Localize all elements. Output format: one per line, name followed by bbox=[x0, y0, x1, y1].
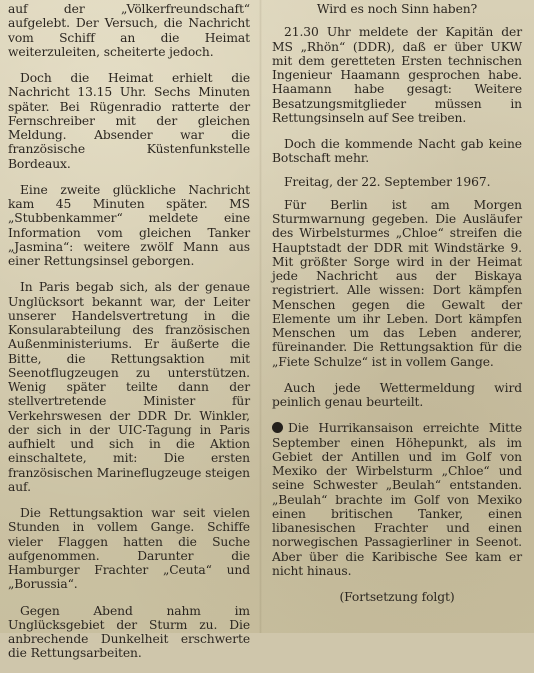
column-gutter bbox=[259, 0, 262, 633]
article-paragraph: Für Berlin ist am Morgen Sturmwarnung gegeben. Die Ausläufer des Wirbelsturmes „Chloe“ streifen die Hauptstadt der DDR mit Windstärke 9. Mit größter Sorge wird in der Heimat jede Nachricht aus der Biskaya registriert. Alle wissen: Dort kämpfen Menschen gegen die Gewalt der Elemente um ihr Leben. Dort kämpfen Menschen um das Leben anderer, füreinander. Die Rettungsaktion für die „Fiete Schulze“ ist in vollem Gange. bbox=[272, 197, 522, 369]
article-paragraph: Doch die kommende Nacht gab keine Botschaft mehr. bbox=[272, 137, 522, 166]
article-paragraph: auf der „Völkerfreundschaft“ aufgelebt. Der Versuch, die Nachricht vom Schiff an die Heimat weiterzuleiten, scheiterte jedoch. bbox=[8, 2, 250, 59]
article-paragraph: Auch jede Wettermeldung wird peinlich genau beurteilt. bbox=[272, 380, 522, 409]
article-paragraph-text: Die Hurrikansaison erreichte Mitte September einen Höhepunkt, als im Gebiet der Antillen und im Golf von Mexiko der Wirbelsturm „Chloe“ und seine Schwester „Beulah“ entstanden. „Beulah“ brachte im Golf von Mexiko einen britischen Tanker, einen libanesischen Frachter und einen norwegischen Passagierliner in Seenot. Aber über die Karibische See kam er nicht hinaus. bbox=[272, 421, 522, 578]
continued-note: (Fortsetzung folgt) bbox=[339, 590, 455, 604]
article-right-column bbox=[272, 2, 522, 616]
article-question: Wird es noch Sinn haben? bbox=[316, 2, 478, 16]
article-paragraph: 21.30 Uhr meldete der Kapitän der MS „Rhön“ (DDR), daß er über UKW mit dem geretteten Ersten technischen Ingenieur Haamann gesprochen habe. Haamann habe gesagt: Weitere Besatzungsmitglieder müssen in Rettungsinseln auf See treiben. bbox=[272, 25, 522, 125]
article-dateline: Freitag, der 22. September 1967. bbox=[284, 174, 491, 189]
article-left-column bbox=[8, 2, 250, 673]
article-paragraph-bulleted bbox=[272, 421, 522, 578]
article-paragraph: Eine zweite glückliche Nachricht kam 45 Minuten später. MS „Stubbenkammer“ meldete eine Information vom gleichen Tanker „Jasmina“: weitere zwölf Mann aus einer Rettungsinsel geborgen. bbox=[8, 182, 250, 268]
article-paragraph: Gegen Abend nahm im Unglücksgebiet der Sturm zu. Die anbrechende Dunkelheit erschwerte die Rettungsarbeiten. bbox=[8, 603, 250, 661]
article-paragraph: Doch die Heimat erhielt die Nachricht 13.15 Uhr. Sechs Minuten später. Bei Rügenradio ratterte der Fernschreiber mit der gleichen Meldung. Absender war die französische Küstenfunkstelle Bordeaux. bbox=[8, 71, 250, 171]
article-paragraph: Die Rettungsaktion war seit vielen Stunden in vollem Gange. Schiffe vieler Flaggen hatten die Suche aufgenommen. Darunter die Hamburger Frachter „Ceuta“ und „Borussia“. bbox=[8, 506, 250, 592]
bullet-icon bbox=[272, 422, 283, 433]
article-paragraph: In Paris begab sich, als der genaue Unglücksort bekannt war, der Leiter unserer Handelsvertretung in die Konsularabteilung des französischen Außenministeriums. Er äußerte die Bitte, die Rettungsaktion mit Seenotflugzeugen zu unterstützen. Wenig später teilte dann der stellvertretende Minister für Verkehrswesen der DDR Dr. Winkler, der sich in der UIC-Tagung in Paris aufhielt und sich in die Aktion einschaltete, mit: Die ersten französischen Marineflugzeuge steigen auf. bbox=[8, 280, 250, 494]
